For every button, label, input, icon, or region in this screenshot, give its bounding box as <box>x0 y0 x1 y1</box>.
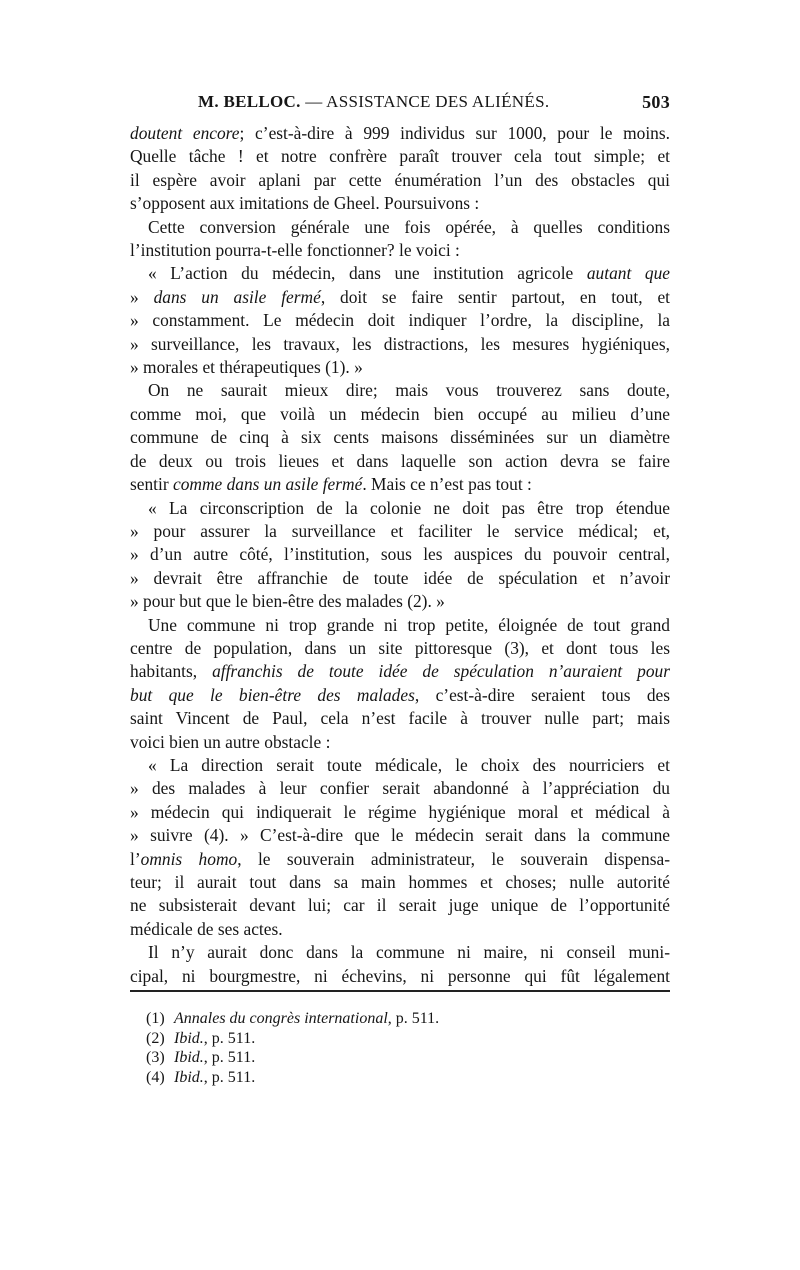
text-run: » <box>130 286 154 307</box>
text-line <box>130 286 670 309</box>
text-line <box>130 941 670 964</box>
text-run: On ne saurait mieux dire; mais vous trouverez sans doute, <box>148 380 670 401</box>
italic-text: Ibid. <box>174 1068 204 1086</box>
running-title <box>198 92 549 112</box>
italic-text: omnis homo <box>140 848 238 869</box>
footnote-number: (2) <box>146 1029 165 1047</box>
paragraph <box>130 262 670 379</box>
text-run: » médecin qui indiquerait le régime hygiénique moral et médical à <box>130 801 670 822</box>
text-run: » suivre (4). » C’est-à-dire que le médecin serait dans la commune <box>130 825 670 846</box>
text-run: » devrait être affranchie de toute idée de spéculation et n’avoir <box>130 567 670 588</box>
header-author: M. BELLOC. <box>198 92 301 111</box>
text-run: » des malades à leur confier serait abandonné à l’appréciation du <box>130 778 670 799</box>
text-run: . Mais ce n’est pas tout : <box>362 474 532 495</box>
text-line <box>130 754 670 777</box>
footnotes <box>146 1009 439 1087</box>
text-line <box>130 801 670 824</box>
text-line <box>130 777 670 800</box>
footnote-number: (3) <box>146 1049 165 1066</box>
paragraph <box>130 941 670 988</box>
text-run: , p. 511. <box>203 1049 256 1066</box>
text-line <box>130 637 670 660</box>
running-header <box>130 92 670 122</box>
text-line <box>130 543 670 566</box>
text-line <box>130 684 670 707</box>
text-line <box>130 731 670 754</box>
paragraph <box>130 614 670 754</box>
text-run: il espère avoir aplani par cette énumération l’un des obstacles qui <box>130 169 670 190</box>
paragraph <box>130 122 670 216</box>
text-run: sentir <box>130 474 173 495</box>
text-line <box>130 356 670 379</box>
text-run: , p. 511. <box>387 1010 440 1027</box>
text-line <box>130 614 670 637</box>
text-line <box>130 894 670 917</box>
text-line <box>130 824 670 847</box>
footnote <box>146 1068 439 1088</box>
text-run: Quelle tâche ! et notre confrère paraît trouver cela tout simple; et <box>130 146 670 167</box>
text-run: saint Vincent de Paul, cela n’est facile à trouver nulle part; mais <box>130 708 670 729</box>
text-run: , p. 511. <box>203 1029 256 1047</box>
text-run: s’opposent aux imitations de Gheel. Poursuivons : <box>130 193 480 214</box>
text-run: habitants, <box>130 661 213 682</box>
header-dash: — <box>300 92 327 111</box>
text-run: cipal, ni bourgmestre, ni échevins, ni personne qui fût légalement <box>130 965 670 986</box>
text-run: centre de population, dans un site pittoresque (3), et dont tous les <box>130 637 670 658</box>
text-line <box>130 192 670 215</box>
text-line <box>130 169 670 192</box>
text-run: » surveillance, les travaux, les distractions, les mesures hygiéniques, <box>130 333 670 354</box>
text-line <box>130 707 670 730</box>
text-run: » pour assurer la surveillance et faciliter le service médical; et, <box>130 520 670 541</box>
text-line <box>130 497 670 520</box>
text-run: » morales et thérapeutiques (1). » <box>130 357 363 378</box>
page-number: 503 <box>642 92 670 112</box>
text-run: « L’action du médecin, dans une institution agricole <box>148 263 587 284</box>
text-line <box>130 239 670 262</box>
text-line <box>130 965 670 988</box>
italic-text: Ibid. <box>174 1029 204 1047</box>
text-line <box>130 309 670 332</box>
text-run: Une commune ni trop grande ni trop petite, éloignée de tout grand <box>148 614 670 635</box>
text-line <box>130 262 670 285</box>
paragraph <box>130 497 670 614</box>
text-line <box>130 450 670 473</box>
italic-text: Annales du congrès international <box>174 1010 388 1027</box>
text-line <box>130 145 670 168</box>
text-line <box>130 216 670 239</box>
text-run: ne subsisterait devant lui; car il serait juge unique de l’opportunité <box>130 895 670 916</box>
text-run: teur; il aurait tout dans sa main hommes et choses; nulle autorité <box>130 872 670 892</box>
book-page <box>130 92 671 1086</box>
footnote-number: (1) <box>146 1010 165 1027</box>
text-line <box>130 473 670 496</box>
text-run: commune de cinq à six cents maisons disséminées sur un diamètre <box>130 427 670 448</box>
text-run: médicale de ses actes. <box>130 918 283 939</box>
footnote <box>146 1048 439 1068</box>
text-run: , c’est-à-dire seraient tous des <box>414 684 671 705</box>
text-run: de deux ou trois lieues et dans laquelle son action devra se faire <box>130 450 670 471</box>
text-run: ; c’est-à-dire à 999 individus sur 1000, pour le moins. <box>239 123 670 143</box>
text-line <box>130 379 670 402</box>
paragraph <box>130 754 670 941</box>
italic-text: but que le bien-être des malades <box>130 684 415 705</box>
text-run: » pour but que le bien-être des malades (2). » <box>130 591 445 612</box>
footnote-rule <box>130 990 670 992</box>
italic-text: doutent encore <box>130 123 240 143</box>
text-line <box>130 848 670 871</box>
text-line <box>130 520 670 543</box>
footnote <box>146 1009 439 1029</box>
text-line <box>130 426 670 449</box>
text-run: « La circonscription de la colonie ne doit pas être trop étendue <box>148 497 670 518</box>
text-run: » constamment. Le médecin doit indiquer l’ordre, la discipline, la <box>130 310 670 331</box>
text-run: Cette conversion générale une fois opérée, à quelles conditions <box>148 216 670 237</box>
italic-text: Ibid. <box>174 1049 204 1066</box>
text-line <box>130 918 670 941</box>
paragraph <box>130 216 670 263</box>
text-run: , doit se faire sentir partout, en tout, et <box>320 286 670 307</box>
text-line <box>130 403 670 426</box>
footnote-number: (4) <box>146 1068 165 1086</box>
text-run: Il n’y aurait donc dans la commune ni maire, ni conseil muni- <box>148 942 670 963</box>
italic-text: affranchis de toute idée de spéculation n’auraient pour <box>212 661 671 682</box>
text-line <box>130 333 670 356</box>
text-run: , le souverain administrateur, le souverain dispensa- <box>237 848 670 869</box>
text-line <box>130 871 670 894</box>
text-line <box>130 122 670 145</box>
text-run: voici bien un autre obstacle : <box>130 731 331 752</box>
text-run: l’ <box>130 848 141 869</box>
text-line <box>130 660 670 683</box>
paragraph <box>130 379 670 496</box>
italic-text: comme dans un asile fermé <box>172 474 363 495</box>
footnote <box>146 1029 439 1049</box>
text-run: l’institution pourra-t-elle fonctionner? le voici : <box>130 240 460 261</box>
text-run: « La direction serait toute médicale, le choix des nourriciers et <box>148 754 670 775</box>
text-run: » d’un autre côté, l’institution, sous les auspices du pouvoir central, <box>130 544 670 565</box>
text-run: , p. 511. <box>203 1068 256 1086</box>
text-line <box>130 590 670 613</box>
header-title: ASSISTANCE DES ALIÉNÉS. <box>326 92 550 111</box>
text-line <box>130 567 670 590</box>
italic-text: dans un asile fermé <box>153 286 321 307</box>
body-text <box>130 122 670 988</box>
text-run: comme moi, que voilà un médecin bien occupé au milieu d’une <box>130 403 670 424</box>
italic-text: autant que <box>586 263 670 284</box>
